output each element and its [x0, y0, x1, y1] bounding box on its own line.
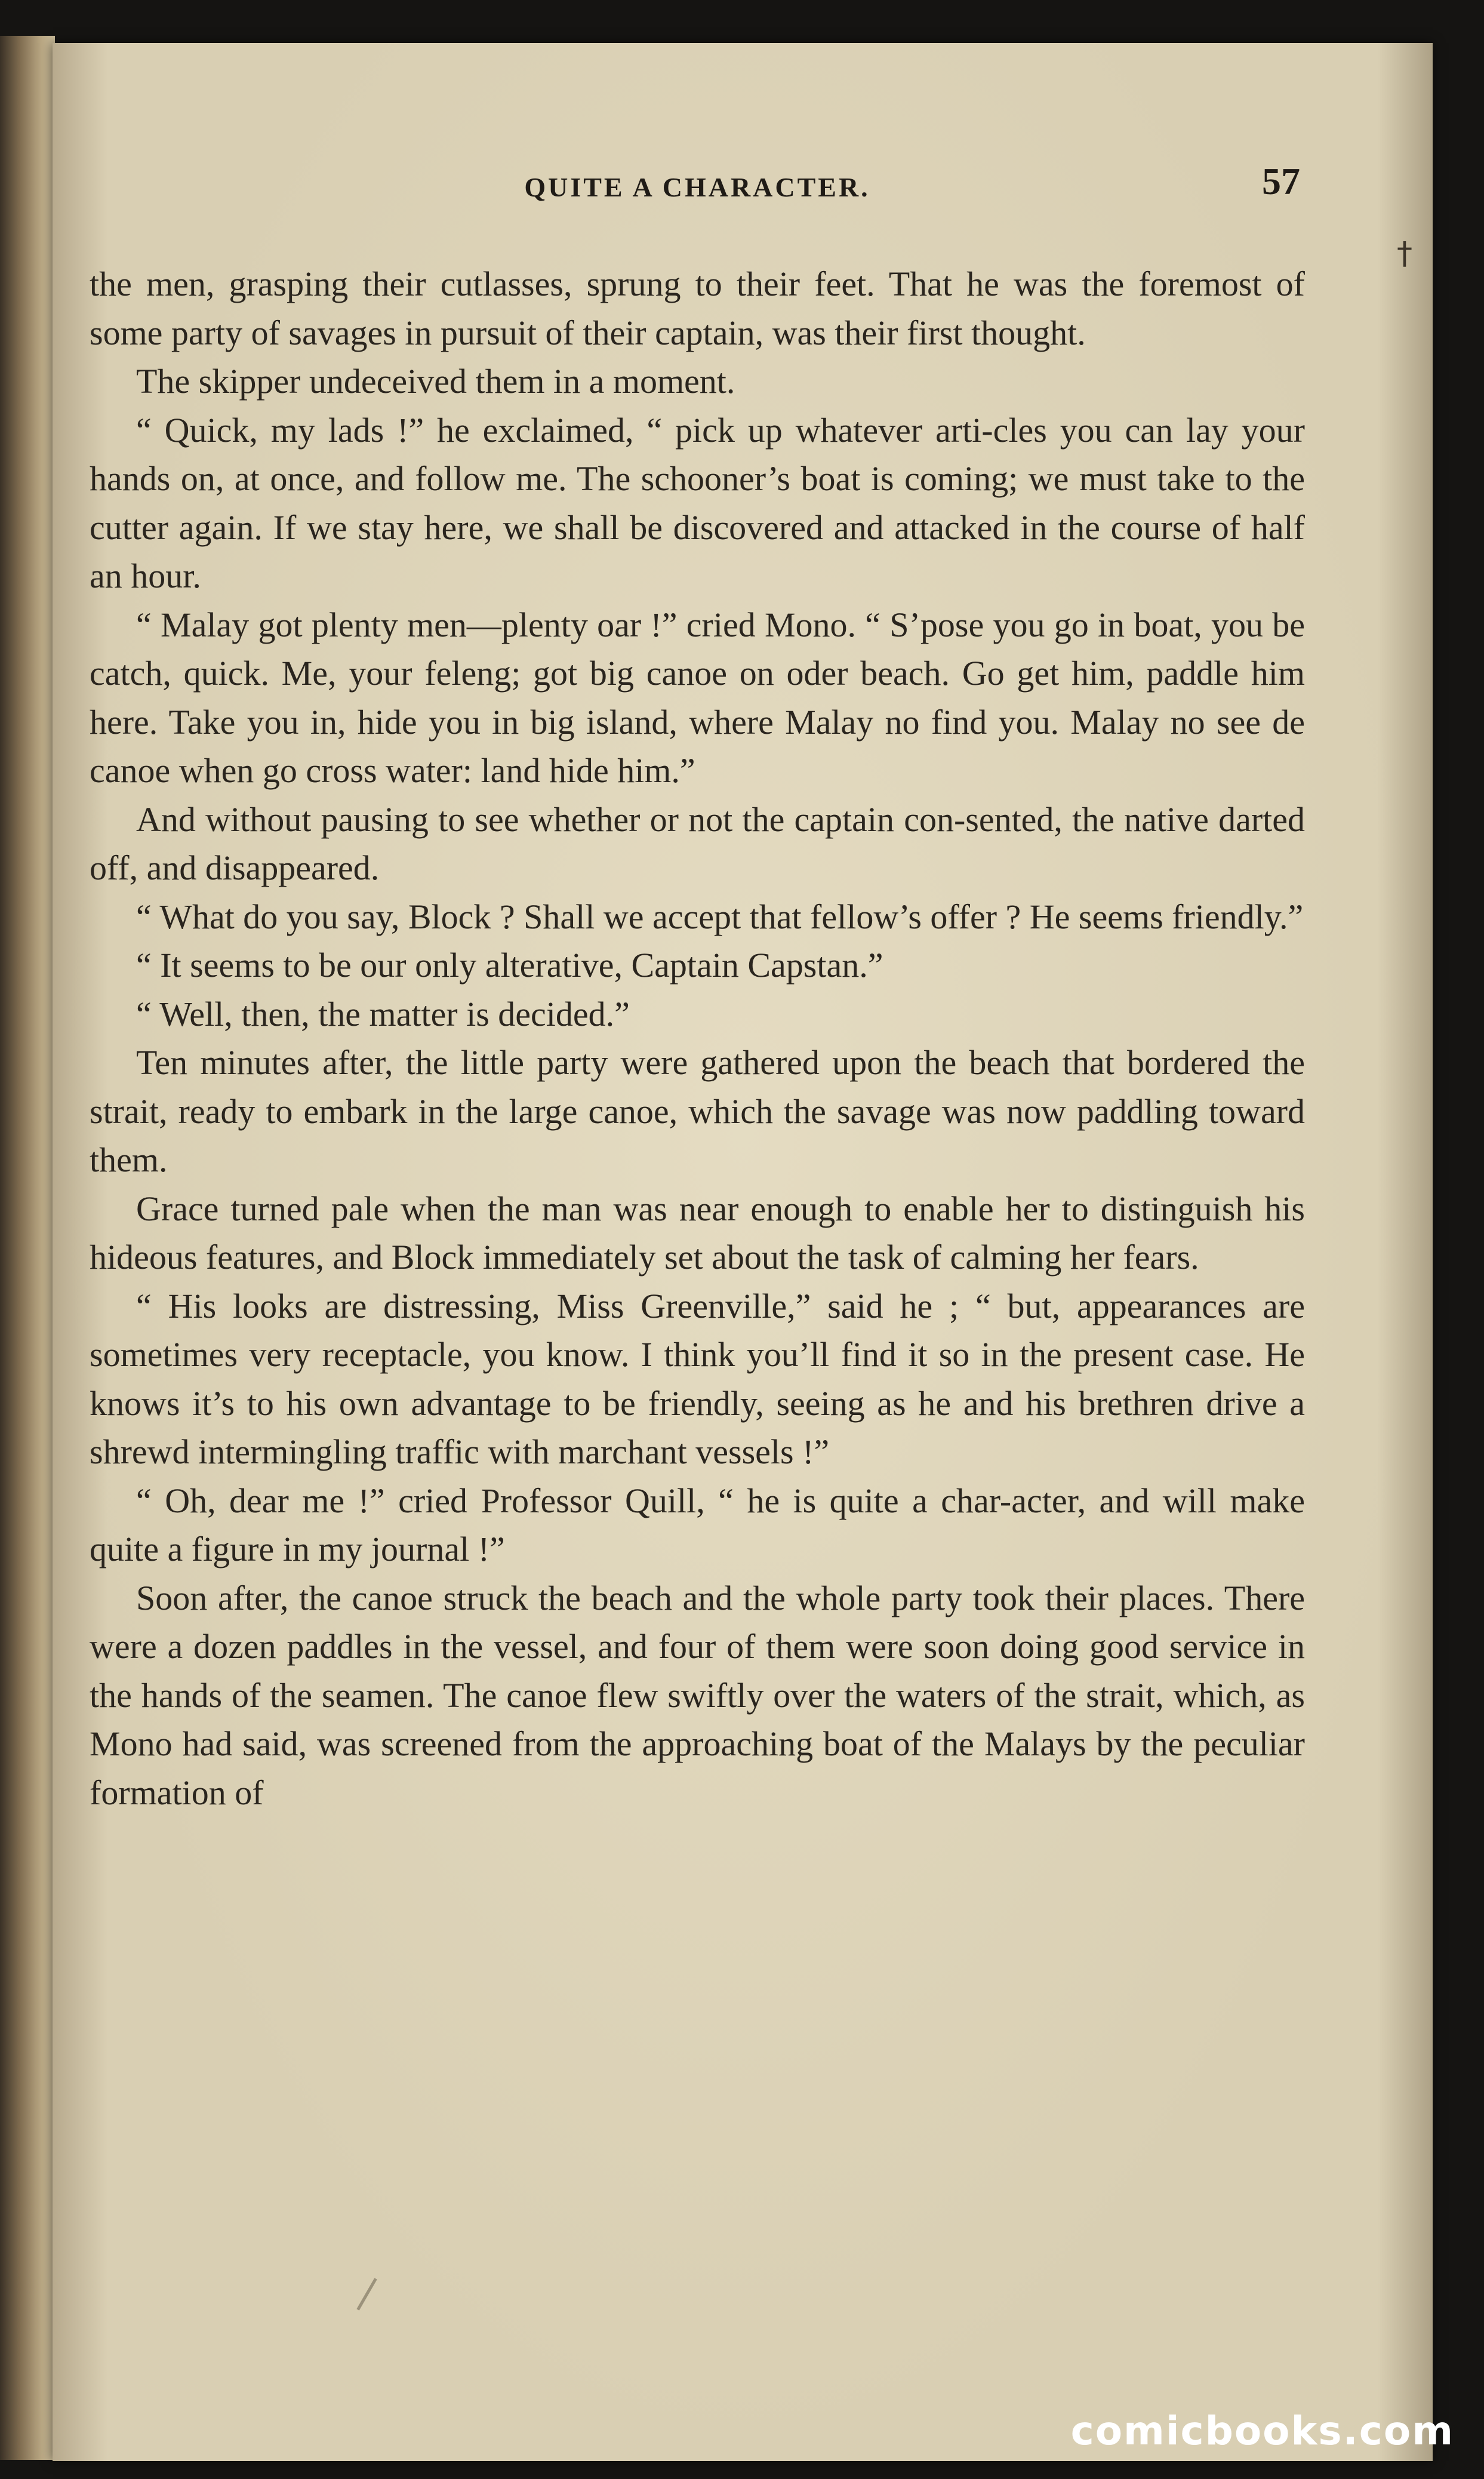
paragraph: Ten minutes after, the little party were gathered upon the beach that bordered the strait, ready to embark in the large canoe, which the savage was now paddling toward them.: [90, 1043, 1305, 1179]
watermark: comicbooks.com: [1070, 2408, 1454, 2454]
page-content: [90, 160, 1305, 1817]
book-page: [53, 43, 1433, 2461]
paragraph: “ Quick, my lads !” he exclaimed, “ pick up whatever arti-cles you can lay your hands on, at once, and follow me. The schooner’s boat is coming; we must take to the cutter again. If we stay here, we shall be discovered and attacked in the course of half an hour.: [90, 410, 1305, 595]
paragraph: “ Malay got plenty men—plenty oar !” cried Mono. “ S’pose you go in boat, you be catch, quick. Me, your feleng; got big canoe on oder beach. Go get him, paddle him here. Take you in, hide you in big island, where Malay no find you. Malay no see de canoe when go cross water: land hide him.”: [90, 605, 1305, 790]
running-head: [90, 160, 1305, 225]
running-title: QUITE A CHARACTER.: [524, 172, 870, 202]
paragraph: “ What do you say, Block ? Shall we accept that fellow’s offer ? He seems friendly.”: [136, 897, 1304, 936]
margin-mark: †: [1397, 236, 1412, 272]
paragraph: And without pausing to see whether or not the captain con-sented, the native darted off, and disappeared.: [90, 799, 1305, 887]
page-number: 57: [1262, 160, 1300, 202]
paragraph: “ His looks are distressing, Miss Greenville,” said he ; “ but, appearances are sometimes very receptacle, you know. I think you’ll find it so in the present case. He knows it’s to his own advantage to be friendly, seeing as he and his brethren drive a shrewd intermingling traffic with marchant vessels !”: [90, 1286, 1305, 1471]
book-spine-edge: [0, 36, 55, 2460]
paragraph: “ Well, then, the matter is decided.”: [136, 994, 630, 1034]
paragraph: Grace turned pale when the man was near enough to enable her to distinguish his hideous features, and Block immediately set about the task of calming her fears.: [90, 1189, 1305, 1277]
paragraph: the men, grasping their cutlasses, sprung to their feet. That he was the foremost of some party of savages in pursuit of their captain, was their first thought.: [90, 264, 1305, 352]
body-text: [90, 260, 1305, 1817]
paragraph: Soon after, the canoe struck the beach and the whole party took their places. There were a dozen paddles in the vessel, and four of them were soon doing good service in the hands of the seamen. The canoe flew swiftly over the waters of the strait, which, as Mono had said, was screened from the approaching boat of the Malays by the peculiar formation of: [90, 1578, 1305, 1812]
paragraph: “ Oh, dear me !” cried Professor Quill, “ he is quite a char-acter, and will make quite a figure in my journal !”: [90, 1481, 1305, 1568]
paragraph: The skipper undeceived them in a moment.: [136, 362, 735, 401]
paragraph: “ It seems to be our only alterative, Captain Capstan.”: [136, 946, 883, 985]
